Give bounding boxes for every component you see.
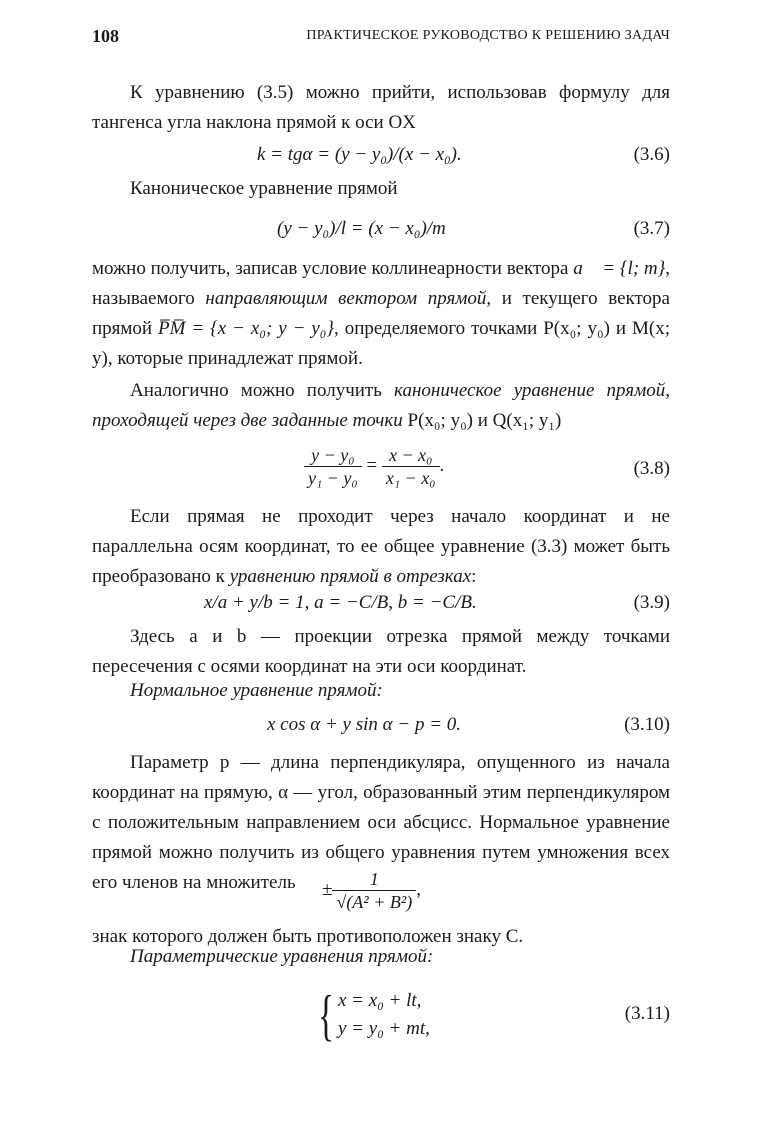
period: . [439,454,445,476]
text-run: можно получить, записав условие коллинеарности вектора [92,258,574,279]
comma: , [416,878,421,900]
fraction-right [382,444,440,489]
system-line-y: y = y₀ + mt, [338,1018,430,1039]
equation-3-7-formula: (y − y₀)/l = (x − x₀)/m [277,218,446,239]
fraction-right-numerator: x − x₀ [382,444,440,467]
paragraph-intercept-form [92,502,670,592]
paragraph-sign-rule: знак которого должен быть противоположен знаку C. [92,926,524,947]
vector-pm: P̅M̅ = {x − x₀; y − y₀} [158,318,335,339]
fraction-left [304,444,362,489]
equation-3-7 [92,214,670,244]
equation-3-7-number: (3.7) [633,218,670,239]
equation-3-9-formula: x/a + y/b = 1, a = −C/B, b = −C/B. [204,592,477,613]
left-brace-icon: { [318,985,335,1047]
equation-3-10 [92,710,670,740]
multiplier-numerator: 1 [332,868,416,891]
equation-3-10-formula: x cos α + y sin α − p = 0. [267,714,462,735]
equation-3-8-number: (3.8) [633,458,670,479]
paragraph-intercept-explanation: Здесь a и b — проекции отрезка прямой между точками пересечения с осями координат на эти оси координат. [92,626,670,677]
multiplier-denominator: √(A² + B²) [336,892,413,912]
text-run: Аналогично можно получить [130,380,395,401]
page-number: 108 [92,26,119,46]
text-run: , и текущего вектора прямой [92,288,670,339]
fraction-right-denominator: x₁ − x₀ [385,468,436,488]
fraction-left-denominator: y₁ − y₀ [308,468,358,488]
paragraph-two-points [92,376,670,436]
equation-3-6 [92,140,670,170]
equation-3-8 [92,444,670,494]
fraction-left-numerator: y − y₀ [304,444,362,467]
running-head: ПРАКТИЧЕСКОЕ РУКОВОДСТВО К РЕШЕНИЮ ЗАДАЧ [306,28,670,43]
system-line-x: x = x₀ + lt, [338,990,422,1011]
equation-3-10-number: (3.10) [624,714,670,735]
multiplier-expression [322,868,421,913]
text-run: , определяемого точками P(x₀; y₀) и M(x; y), которые принадлежат прямой. [92,318,670,369]
equation-3-6-number: (3.6) [633,144,670,165]
text-run: Если прямая не проходит через начало координат и не параллельна осям координат, то ее общее уравнение (3.3) может быть преобразовано к [92,506,670,587]
equation-3-9 [92,588,670,618]
equals-sign: = [366,454,378,476]
text-run: : [471,566,477,587]
equation-3-9-number: (3.9) [633,592,670,613]
equation-3-11 [92,999,670,1029]
text-run: , называемого [92,258,671,309]
equation-3-8-formula [304,444,444,489]
page-header [92,26,670,48]
paragraph-normal-explanation: Параметр p — длина перпендикуляра, опущенного из начала координат на прямую, α — угол, образованный этим перпендикуляром с положительным направлением оси абсцисс. Нормальное уравнение прямой можно получить из общего уравнения путем умножения всех его членов на множитель [92,752,670,893]
paragraph-parametric-heading: Параметрические уравнения прямой: [130,946,434,967]
paragraph-normal-heading: Нормальное уравнение прямой: [130,680,383,701]
paragraph-canonical-heading: Каноническое уравнение прямой [130,178,398,199]
equation-3-11-number: (3.11) [624,1003,670,1024]
plus-minus-sign: ± [322,878,333,900]
term-direction-vector: направляющим вектором прямой [205,288,487,309]
equation-3-6-formula: k = tgα = (y − y₀)/(x − x₀). [257,144,462,165]
paragraph-collinearity [92,254,670,374]
text-run: P(x₀; y₀) и Q(x₁; y₁) [402,410,562,431]
term-intercept-form: уравнению прямой в отрезках [229,566,472,587]
paragraph-tangent-intro: К уравнению (3.5) можно прийти, использовав формулу для тангенса угла наклона прямой к оси OX [92,82,670,133]
term-two-point-equation: каноническое уравнение прямой, проходящей через две заданные точки [92,380,670,431]
multiplier-fraction [332,868,416,913]
vector-a: a⃗ = {l; m} [573,258,666,279]
